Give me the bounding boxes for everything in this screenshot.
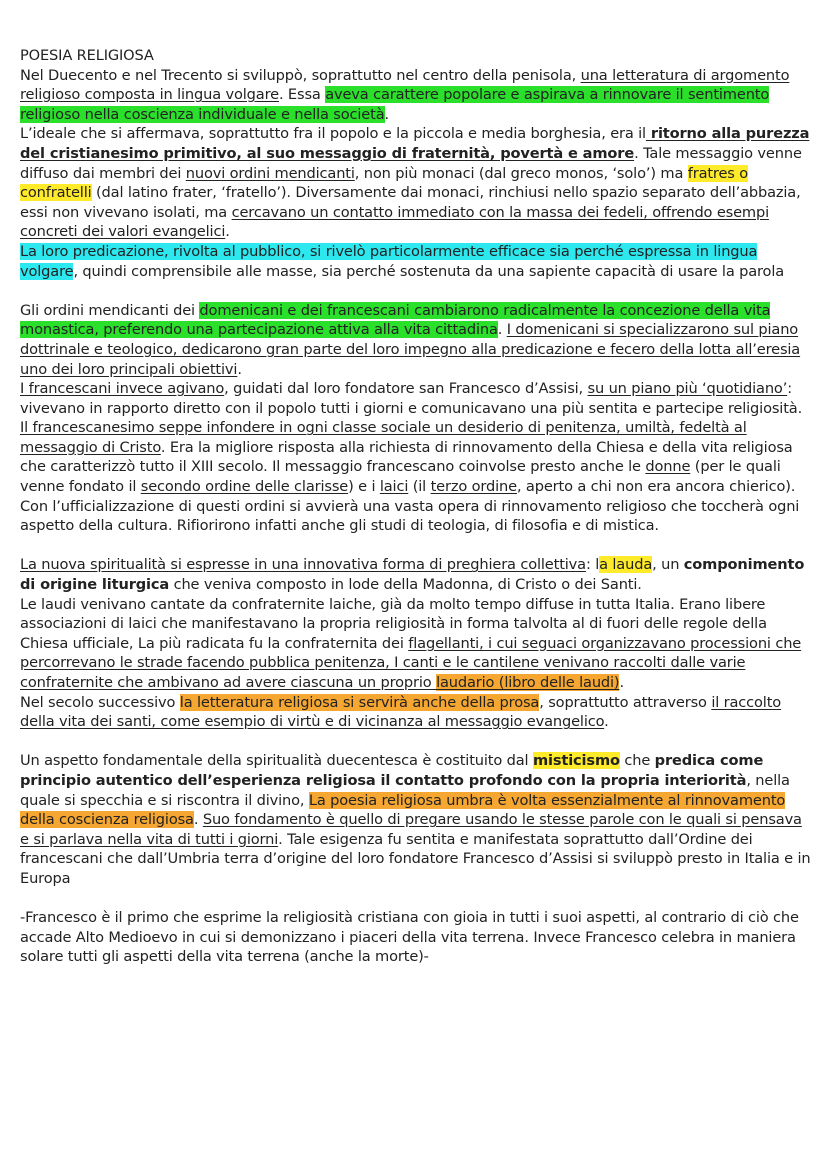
text-segment: (dal latino frater, ‘fratello’). Diversamente dai monaci, rinchiusi nello spazio separato dell’abbazia, essi non vivevano isolati, ma: [20, 184, 801, 221]
text-segment: Nel secolo successivo: [20, 693, 180, 711]
underlined-text: nuovi ordini mendicanti: [185, 164, 355, 182]
underlined-text: ritorno alla purezza del cristianesimo primitivo, al suo messaggio di fraternità, povertà e amore: [20, 125, 810, 162]
highlighted-text: La loro predicazione, rivolta al pubblico, si rivelò particolarmente efficace sia perché espressa in lingua volgare: [20, 242, 758, 280]
underlined-text: il raccolto della vita dei santi, come esempio di virtù e di vicinanza al messaggio evangelico: [20, 693, 782, 731]
text-segment: .: [497, 321, 507, 339]
text-segment: .: [225, 223, 230, 241]
document: [20, 46, 812, 967]
underlined-text: su un piano più ‘quotidiano’: [587, 380, 788, 398]
text-segment: che veniva composto in lode della Madonna, di Cristo o dei Santi.: [169, 576, 642, 594]
highlighted-text: La poesia religiosa umbra è volta essenzialmente al rinnovamento della coscienza religiosa: [20, 791, 786, 829]
paragraph-gap: [20, 889, 812, 909]
text-segment: L’ideale che si affermava, soprattutto fra il popolo e la piccola e media borghesia, era il: [20, 125, 646, 143]
paragraph: [20, 693, 812, 732]
paragraph: [20, 242, 812, 281]
highlighted-text: la letteratura religiosa si servirà anche della prosa: [179, 693, 540, 711]
text-segment: Un aspetto fondamentale della spiritualità duecentesca è costituito dal: [20, 752, 533, 770]
text-segment: , aperto a chi non era ancora chierico).: [516, 478, 796, 496]
paragraph-gap: [20, 281, 812, 301]
underlined-text: Il francescanesimo seppe infondere in ogni classe sociale un desiderio di penitenza, umiltà, fedeltà al messaggio di Cristo: [20, 419, 747, 456]
text-segment: , un: [652, 556, 684, 574]
text-segment: . Era la migliore risposta alla richiesta di rinnovamento della Chiesa e della vita religiosa che caratterizzò tutto il XIII secolo. Il messaggio francescano coinvolse presto anche le: [20, 438, 793, 476]
paragraph: [20, 908, 812, 967]
paragraph: [20, 379, 812, 497]
highlighted-text: aveva carattere popolare e aspirava a rinnovare il sentimento religioso nella coscienza individuale e nella società: [20, 86, 770, 123]
text-segment: Le laudi venivano cantate da confraternite laiche, già da molto tempo diffuse in tutta Italia. Erano libere associazioni di laici che manifestavano la propria religiosità in forma talvolta al di fuori delle regole della Chiesa ufficiale, La più radicata fu la confraternita dei: [20, 595, 767, 652]
text-segment: , non più monaci (dal greco monos, ‘solo’) ma: [354, 164, 688, 182]
underlined-text: donne: [645, 458, 691, 476]
bold-text: componimento di origine liturgica: [20, 556, 805, 594]
underlined-text: Suo fondamento è quello di pregare usando le stesse parole con le quali si pensava e si parlava nella vita di tutti i giorni: [20, 811, 802, 848]
text-segment: .: [619, 674, 624, 691]
underlined-text: laici: [379, 478, 409, 496]
paragraph: [20, 66, 812, 125]
text-segment: (per le quali venne fondato il: [20, 458, 781, 496]
paragraph: [20, 301, 812, 379]
text-segment: Nel Duecento e nel Trecento si sviluppò, soprattutto nel centro della penisola,: [20, 66, 581, 84]
paragraph: [20, 497, 812, 536]
underlined-text: una letteratura di argomento religioso composta in lingua volgare: [20, 66, 790, 104]
text-segment: .: [384, 105, 389, 123]
underlined-text: secondo ordine delle clarisse: [140, 478, 349, 496]
text-segment: .: [193, 811, 203, 829]
paragraph: [20, 555, 812, 594]
paragraph: [20, 751, 812, 888]
underlined-text: I domenicani si specializzarono sul piano dottrinale e teologico, dedicarono gran parte del loro impegno alla predicazione e fecero della lotta all’eresia uno dei loro principali obiettivi: [20, 321, 801, 378]
underlined-text: flagellanti, i cui seguaci organizzavano processioni che percorrevano le strade facendo pubblica penitenza, I canti e le cantilene venivano raccolti dalle varie confraternite che ambivano ad avere ciascuna un proprio: [20, 634, 802, 691]
paragraph-gap: [20, 536, 812, 556]
paragraph: [20, 595, 812, 693]
bold-text: predica come principio autentico dell’esperienza religiosa il contatto profondo con la propria interiorità: [20, 752, 764, 789]
underlined-text: I francescani invece agivano: [20, 380, 225, 398]
text-segment: .: [604, 713, 609, 731]
text-segment: , nella quale si specchia e si riscontra il divino,: [20, 771, 790, 809]
document-title: POESIA RELIGIOSA: [20, 47, 154, 64]
text-segment: che: [619, 752, 655, 770]
highlighted-text: fratres o confratelli: [20, 164, 749, 202]
text-segment: , guidati dal loro fondatore san Francesco d’Assisi,: [224, 380, 588, 398]
text-segment: : vivevano in rapporto diretto con il popolo tutti i giorni e comunicavano una più sentita e partecipe religiosità.: [20, 380, 803, 417]
paragraph: [20, 124, 812, 242]
text-segment: ) e i: [348, 478, 380, 496]
text-segment: : l: [585, 556, 600, 574]
text-segment: . Tale esigenza fu sentita e manifestata soprattutto dall’Ordine dei francescani che dall’Umbria terra d’origine del loro fondatore Francesco d’Assisi si sviluppò presto in Italia e in Europa: [20, 830, 811, 887]
text-segment: , soprattutto attraverso: [539, 693, 712, 711]
underlined-text: terzo ordine: [430, 478, 517, 496]
text-segment: . Tale messaggio venne diffuso dai membri dei: [20, 144, 802, 182]
text-segment: Con l’ufficializzazione di questi ordini si avvierà una vasta opera di rinnovamento religioso che toccherà ogni aspetto della cultura. Rifiorirono infatti anche gli studi di teologia, di filosofia e di mistica.: [20, 497, 800, 535]
text-segment: .: [237, 360, 242, 378]
highlighted-text: a lauda: [599, 556, 653, 574]
text-segment: , quindi comprensibile alle masse, sia perché sostenuta da una sapiente capacità di usare la parola: [73, 262, 785, 280]
highlighted-text: laudario (libro delle laudi): [436, 674, 620, 691]
underlined-text: cercavano un contatto immediato con la massa dei fedeli, offrendo esempi concreti dei valori evangelici: [20, 203, 770, 241]
highlighted-text: domenicani e dei francescani cambiarono radicalmente la concezione della vita monastica, preferendo una partecipazione attiva alla vita cittadina: [20, 301, 771, 339]
paragraph-gap: [20, 732, 812, 752]
underlined-text: La nuova spiritualità si espresse in una innovativa forma di preghiera collettiva: [20, 556, 586, 574]
highlighted-text: misticismo: [532, 752, 620, 770]
text-segment: -Francesco è il primo che esprime la religiosità cristiana con gioia in tutti i suoi aspetti, al contrario di ciò che accade Alto Medioevo in cui si demonizzano i piaceri della vita terrena. Invece Francesco celebra in maniera solare tutti gli aspetti della vita terrena (anche la morte)-: [20, 909, 799, 966]
text-segment: (il: [408, 478, 431, 496]
document-body: [20, 66, 812, 967]
text-segment: Gli ordini mendicanti dei: [20, 301, 200, 319]
text-segment: . Essa: [278, 86, 326, 104]
